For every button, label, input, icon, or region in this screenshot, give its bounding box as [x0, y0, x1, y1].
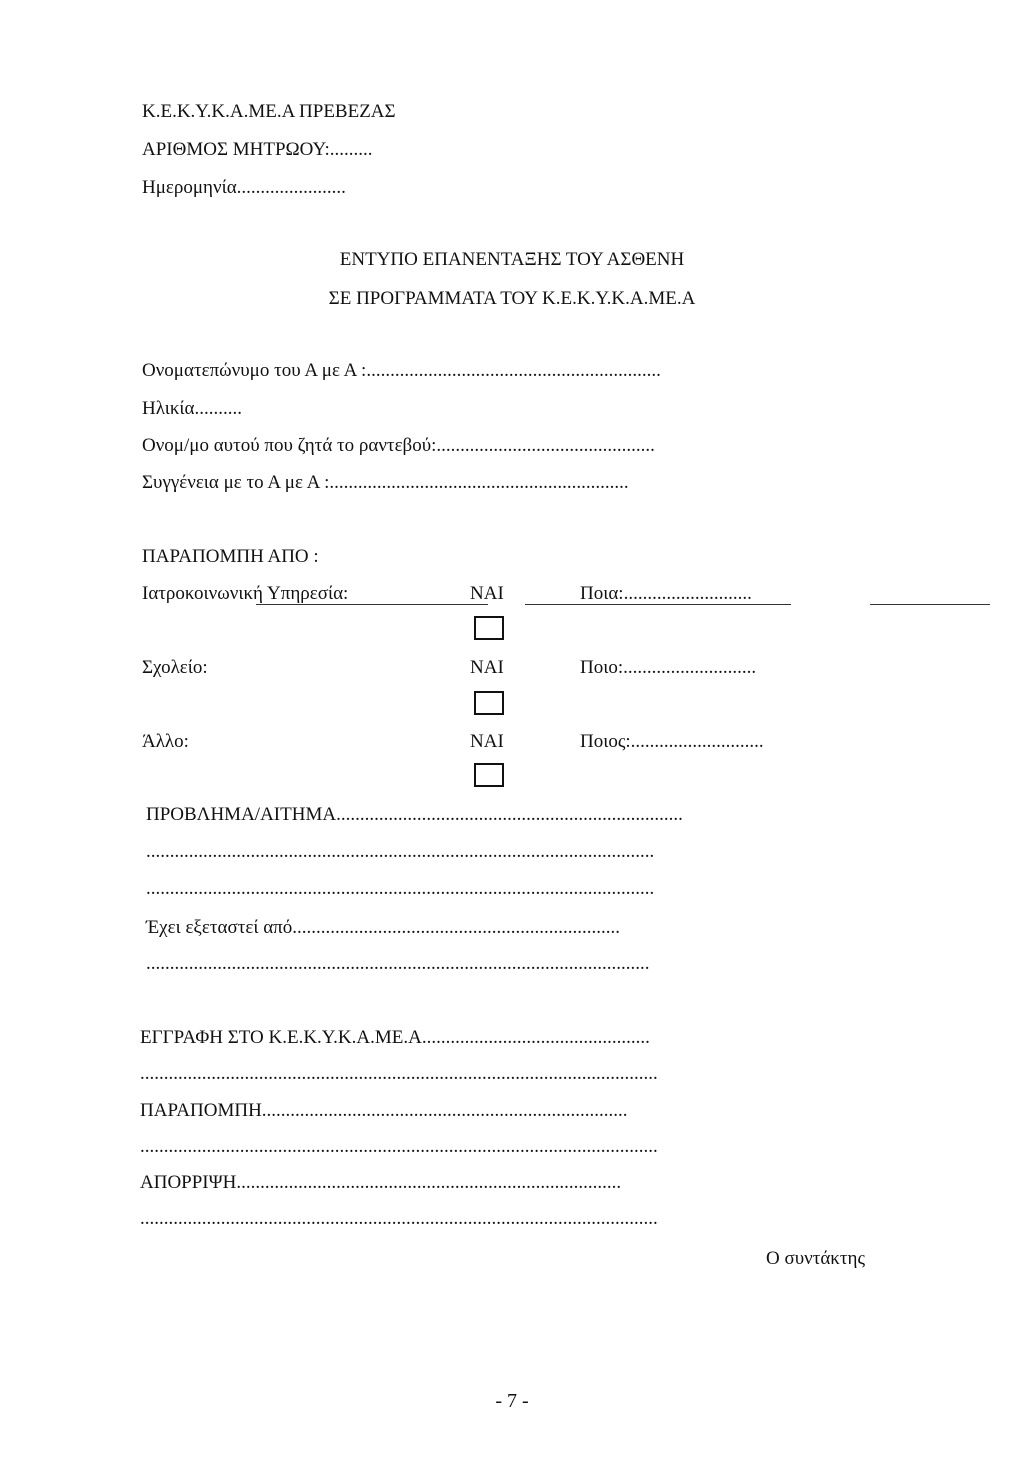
- referral-which-school: Ποιο:............................: [580, 657, 757, 678]
- referral-outcome-field: ΠΑΡΑΠΟΜΠΗ.............................................................................: [140, 1100, 628, 1121]
- referral-yes-social-service: ΝΑΙ: [470, 583, 504, 604]
- date-field: Ημερομηνία.......................: [142, 177, 346, 198]
- form-title: ΕΝΤΥΠΟ ΕΠΑΝΕΝΤΑΞΗΣ ΤΟΥ ΑΣΘΕΝΗ: [339, 249, 685, 270]
- rejection-line: .............................................................................................................: [140, 1208, 658, 1229]
- form-subtitle: ΣΕ ΠΡΟΓΡΑΜΜΑΤΑ ΤΟΥ Κ.Ε.Κ.Υ.Κ.Α.ΜΕ.Α: [328, 288, 696, 309]
- patient-name-field: Ονοματεπώνυμο του Α με Α :..............................................................: [142, 360, 661, 381]
- referral-label-social-service: Ιατροκοινωνική Υπηρεσία:: [142, 583, 349, 604]
- referral-which-social-service: Ποια:...........................: [580, 583, 752, 604]
- underline: [525, 604, 791, 605]
- age-field: Ηλικία..........: [142, 398, 242, 419]
- registry-number-field: ΑΡΙΘΜΟΣ ΜΗΤΡΩΟΥ:.........: [142, 139, 373, 160]
- problem-field: ΠΡΟΒΛΗΜΑ/ΑΙΤΗΜΑ.........................................................................: [146, 804, 683, 825]
- registration-line: .............................................................................................................: [140, 1063, 658, 1084]
- underline: [870, 604, 990, 605]
- referral-which-other: Ποιος:............................: [580, 731, 764, 752]
- checkbox-other[interactable]: [474, 763, 504, 787]
- referral-yes-school: ΝΑΙ: [470, 657, 504, 678]
- referral-yes-other: ΝΑΙ: [470, 731, 504, 752]
- referral-outcome-line: .............................................................................................................: [140, 1136, 658, 1157]
- referral-label-other: Άλλο:: [142, 731, 189, 752]
- requester-name-field: Ονομ/μο αυτού που ζητά το ραντεβού:..............................................: [142, 435, 655, 456]
- referral-heading: ΠΑΡΑΠΟΜΠΗ ΑΠΟ :: [142, 546, 319, 567]
- examined-line-1: ..........................................................................................................: [146, 953, 650, 974]
- page-number: - 7 -: [495, 1390, 529, 1412]
- checkbox-social-service[interactable]: [474, 616, 504, 640]
- problem-line-1: ...........................................................................................................: [146, 841, 655, 862]
- underline: [256, 604, 488, 605]
- examined-by-field: Έχει εξεταστεί από.....................................................................: [146, 917, 620, 938]
- registration-field: ΕΓΓΡΑΦΗ ΣΤΟ Κ.Ε.Κ.Υ.Κ.Α.ΜΕ.Α................................................: [140, 1027, 650, 1048]
- org-name: Κ.Ε.Κ.Υ.Κ.Α.ΜΕ.Α ΠΡΕΒΕΖΑΣ: [142, 101, 396, 122]
- referral-label-school: Σχολείο:: [142, 657, 208, 678]
- rejection-field: ΑΠΟΡΡΙΨΗ.................................................................................: [140, 1172, 622, 1193]
- relation-field: Συγγένεια με το Α με Α :...............................................................: [142, 472, 629, 493]
- checkbox-school[interactable]: [474, 691, 504, 715]
- problem-line-2: ...........................................................................................................: [146, 878, 655, 899]
- signature-label: Ο συντάκτης: [766, 1248, 865, 1269]
